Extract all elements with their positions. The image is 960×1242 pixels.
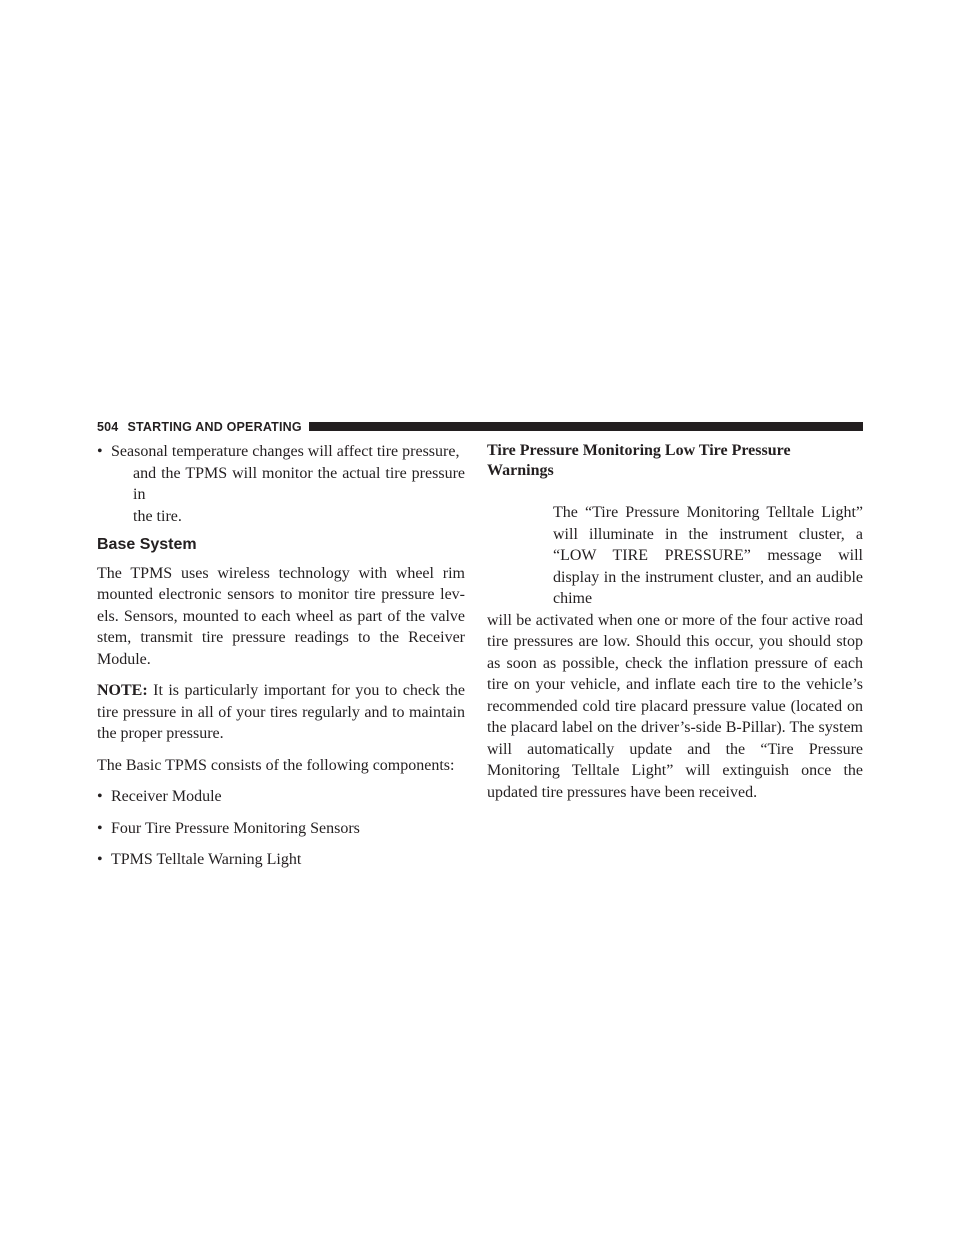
section-heading xyxy=(487,441,863,481)
bullet-dot: • xyxy=(97,819,103,837)
bullet-line: and the TPMS will monitor the actual tire pressure in xyxy=(133,464,465,503)
warning-block xyxy=(487,502,863,610)
bullet-dot: • xyxy=(97,443,103,460)
indented-paragraph: The “Tire Pressure Monitoring Telltale Light” will illuminate in the instrument cluster, a “LOW TIRE PRESSURE” message will display in the instrument cluster, and an audible chime xyxy=(553,504,863,607)
page-header xyxy=(97,418,863,435)
bullet-line: Seasonal temperature changes will affect tire pressure, xyxy=(111,443,460,460)
bullet-text xyxy=(111,441,465,527)
list-item xyxy=(97,441,465,527)
bullet-dot: • xyxy=(97,788,103,805)
bullet-text: TPMS Telltale Warning Light xyxy=(111,851,302,868)
telltale-icon-space xyxy=(487,502,537,584)
section-heading: Base System xyxy=(97,536,197,553)
bullet-text: Four Tire Pressure Monitoring Sensors xyxy=(111,819,360,837)
body-paragraph: The Basic TPMS consists of the following components: xyxy=(97,756,455,774)
note-paragraph xyxy=(97,680,465,745)
bullet-dot: • xyxy=(97,851,103,868)
right-column xyxy=(487,441,863,803)
heading-line: Tire Pressure Monitoring Low Tire Pressure xyxy=(487,442,791,459)
bullet-line: the tire. xyxy=(133,507,182,525)
list-item xyxy=(97,786,465,808)
list-item xyxy=(97,849,465,871)
bullet-text: Receiver Module xyxy=(111,788,222,805)
list-item xyxy=(97,818,465,840)
heading-line: Warnings xyxy=(487,462,554,479)
note-text: It is particularly important for you to check the tire pressure in all of your tires regularly and to maintain the proper pressure. xyxy=(97,682,466,742)
header-rule xyxy=(309,422,863,431)
body-paragraph: will be activated when one or more of the four active road tire pressures are low. Should this occur, you should stop as soon as possible, check the inflation pressure of each tire on your vehicle, and inflate each tire to the vehicle’s recommended cold tire placard pressure value (located on the placard label on the driver’s-side B-Pillar). The system will automatically update and the “Tire Pressure Monitoring Telltale Light” will extinguish once the updated tire pressures have been received. xyxy=(487,611,863,801)
section-title: STARTING AND OPERATING xyxy=(127,419,302,434)
page-number: 504 xyxy=(97,419,119,434)
left-column xyxy=(97,441,465,871)
body-paragraph: The TPMS uses wireless technology with wheel rim mounted electronic sensors to monitor tire pressure lev-els. Sensors, mounted to each wheel as part of the valve stem, transmit tire pressure readings to the Receiver Module. xyxy=(97,564,465,668)
note-label: NOTE: xyxy=(97,682,148,699)
